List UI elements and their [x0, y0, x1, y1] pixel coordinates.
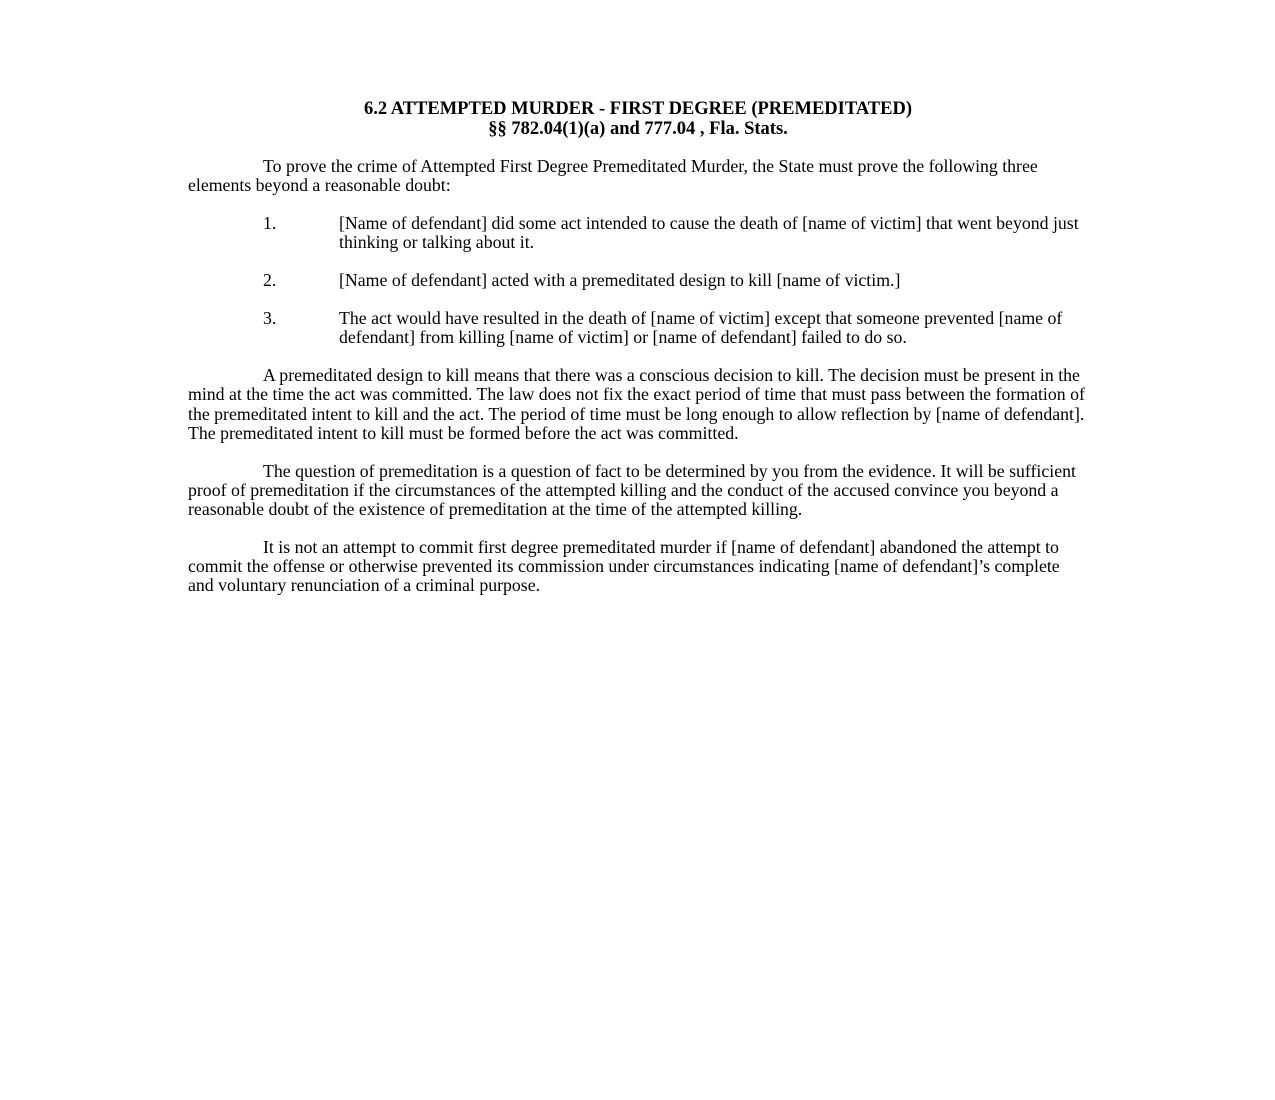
elements-list: [188, 214, 1088, 348]
element-item-3: [188, 309, 1088, 347]
intro-paragraph: To prove the crime of Attempted First Degree Premeditated Murder, the State must prove the following three elements beyond a reasonable doubt:: [188, 156, 1038, 196]
element-text: [Name of defendant] acted with a premeditated design to kill [name of victim.]: [339, 270, 901, 291]
element-text: The act would have resulted in the death of [name of victim] except that someone prevented [name of defendant] from killing [name of victim] or [name of defendant] failed to do so.: [339, 308, 1063, 348]
element-text: [Name of defendant] did some act intended to cause the death of [name of victim] that went beyond just thinking or talking about it.: [339, 213, 1079, 253]
premeditated-design-paragraph: A premeditated design to kill means that there was a conscious decision to kill. The decision must be present in the mind at the time the act was committed. The law does not fix the exact period of time that must pass between the formation of the premeditated intent to kill and the act. The period of time must be long enough to allow reflection by [name of defendant]. The premeditated intent to kill must be formed before the act was committed.: [188, 365, 1085, 443]
abandonment-paragraph: It is not an attempt to commit first degree premeditated murder if [name of defendant] abandoned the attempt to commit the offense or otherwise prevented its commission under circumstances indicating [name of defendant]’s complete and voluntary renunciation of a criminal purpose.: [188, 536, 1060, 596]
title-line-1: 6.2 ATTEMPTED MURDER - FIRST DEGREE (PREMEDITATED): [363, 99, 913, 119]
question-of-premeditation-paragraph: The question of premeditation is a question of fact to be determined by you from the evidence. It will be sufficient proof of premeditation if the circumstances of the attempted killing and the conduct of the accused convince you beyond a reasonable doubt of the existence of premeditation at the time of the attempted killing.: [188, 460, 1076, 520]
element-item-1: [188, 214, 1088, 252]
document-page: [188, 99, 1088, 614]
element-number: 2.: [263, 270, 277, 291]
element-number: 1.: [263, 213, 277, 233]
element-item-2: [188, 271, 1088, 290]
element-number: 3.: [263, 308, 277, 329]
document-title: [188, 99, 1088, 139]
title-line-2-statute: §§ 782.04(1)(a) and 777.04 , Fla. Stats.: [488, 119, 788, 139]
